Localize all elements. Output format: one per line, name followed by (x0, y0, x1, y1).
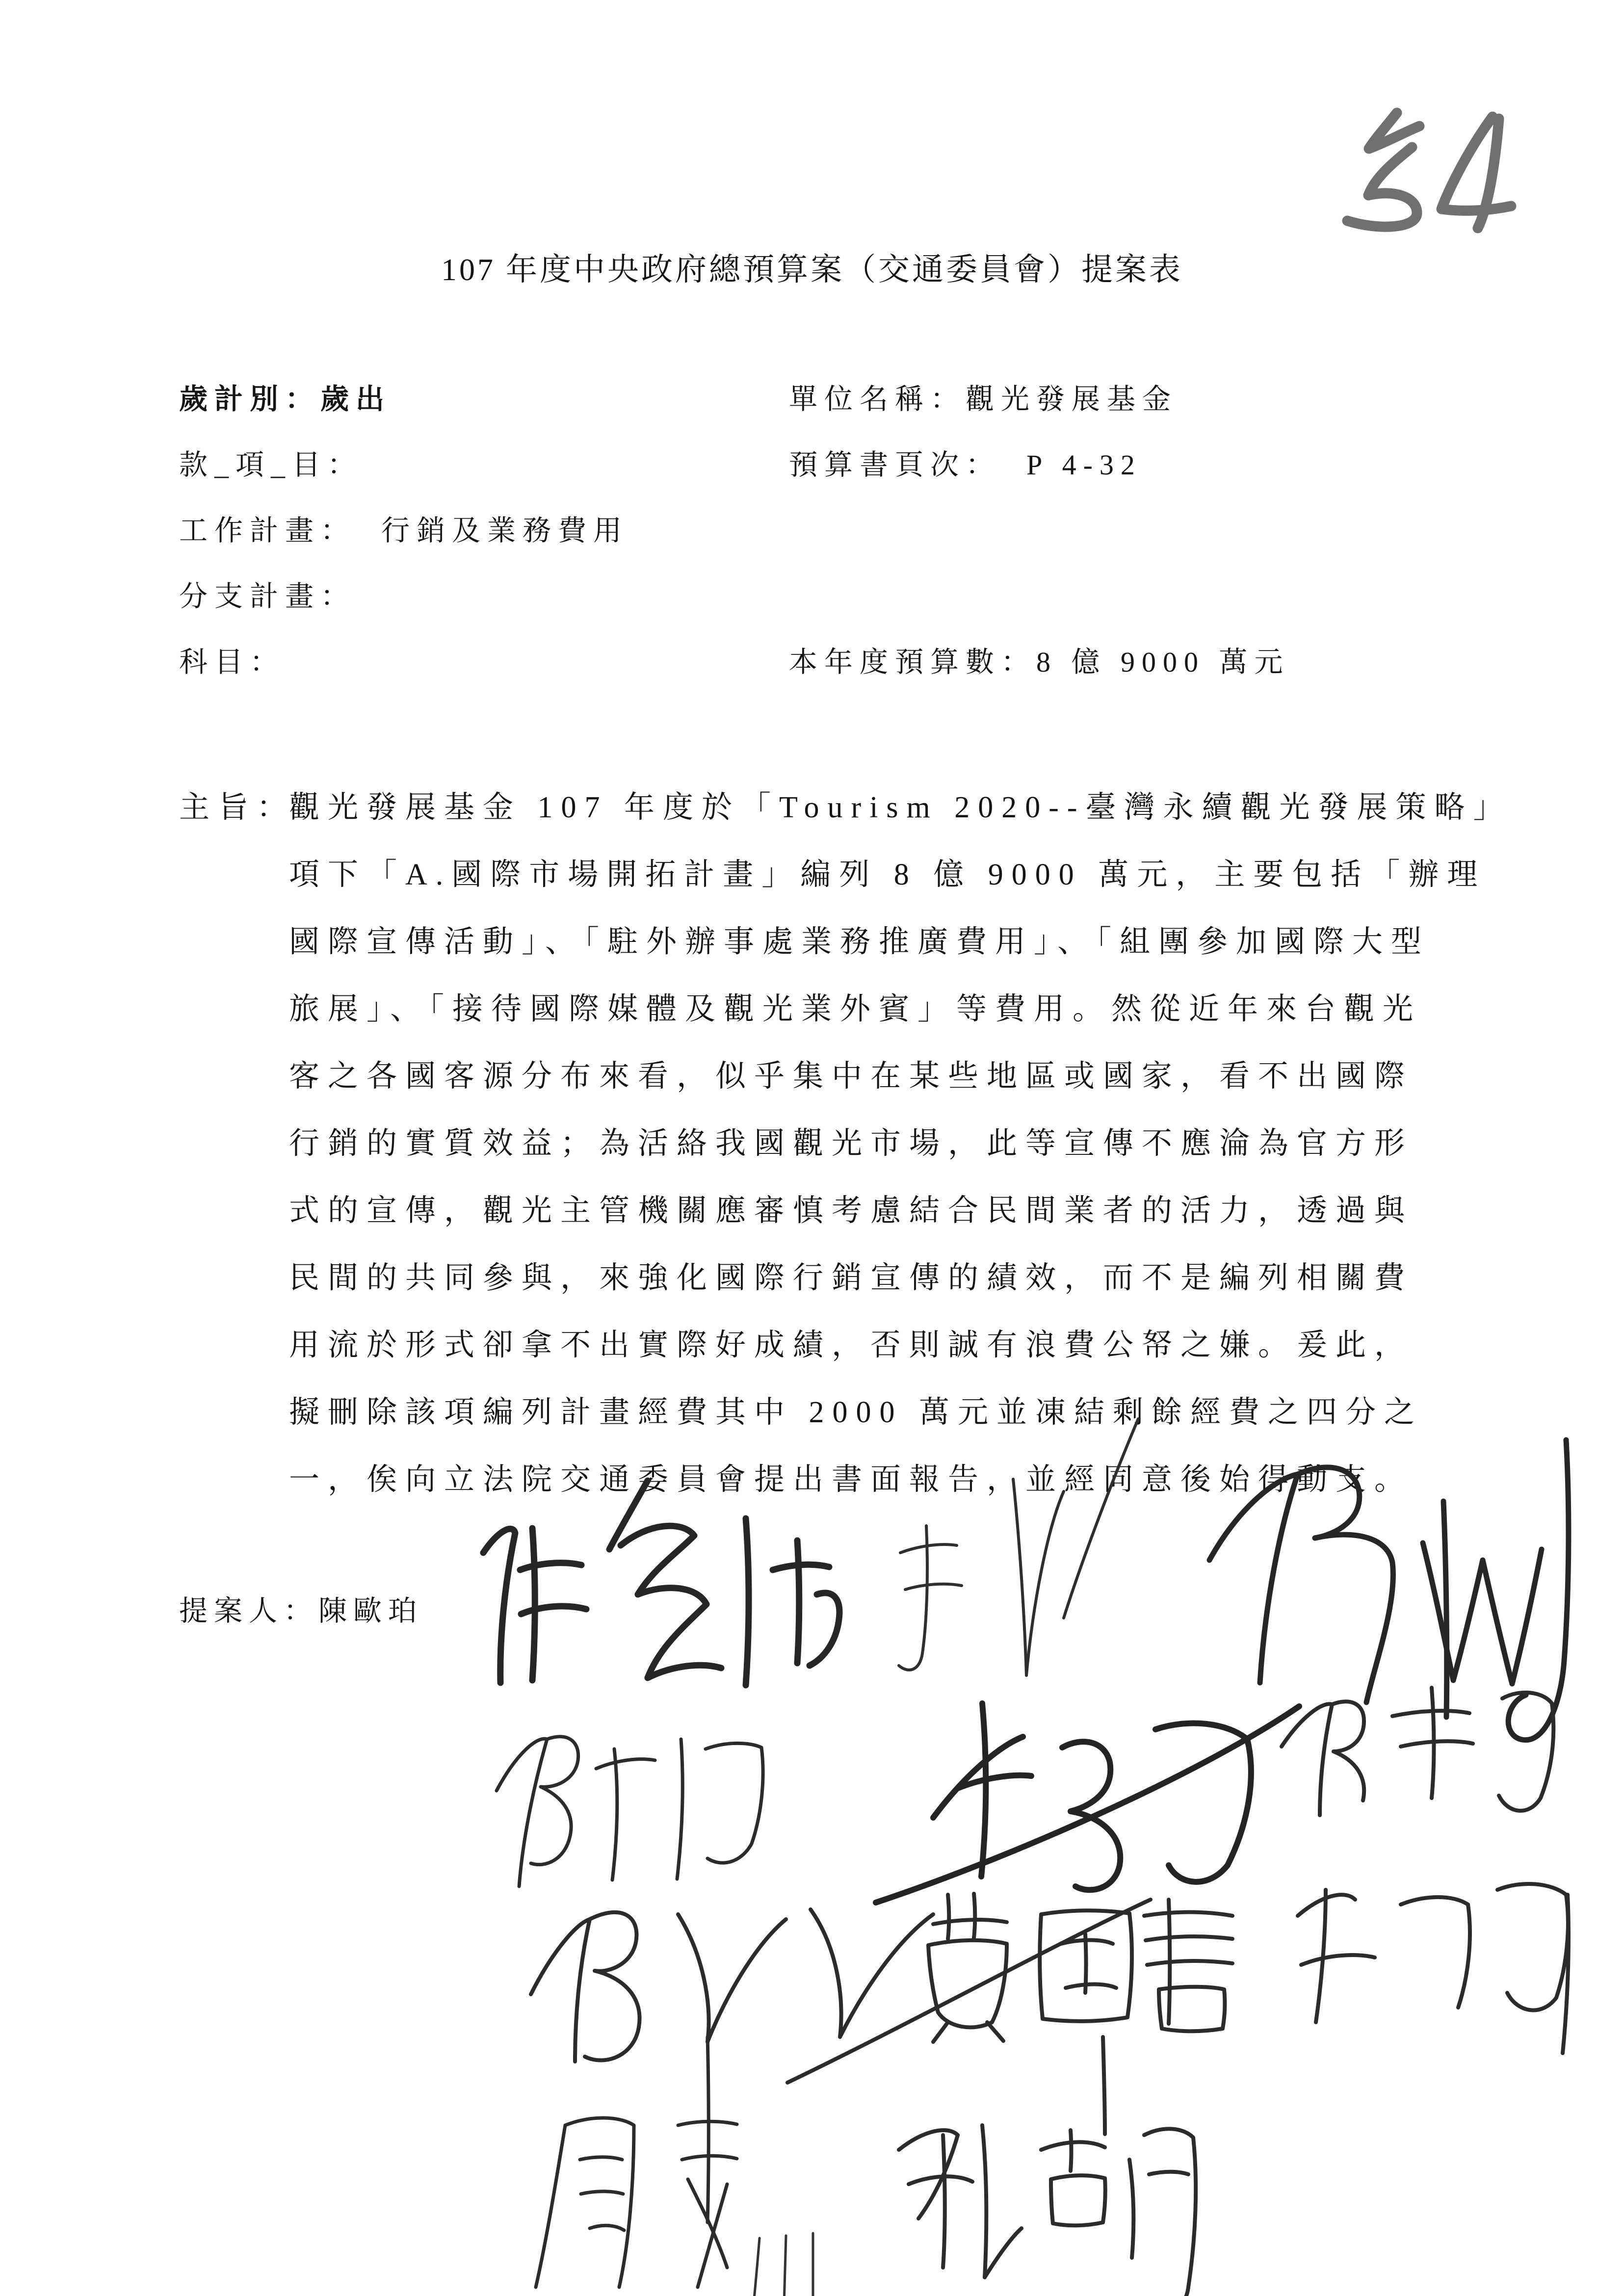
signature-cosigner-3 (497, 1737, 763, 1886)
field-value: 行銷及業務費用 (381, 515, 629, 547)
subject-label: 主旨： (179, 791, 296, 824)
field-label: 科目： (179, 646, 286, 678)
handwritten-page-number (1347, 113, 1511, 228)
signature-cosigner-10 (899, 2037, 1196, 2296)
page-title: 107 年度中央政府總預算案（交通委員會）提案表 (441, 252, 1183, 287)
subject-line: 民間的共同參與，來強化國際行銷宣傳的績效，而不是編列相關費 (289, 1261, 1414, 1295)
subject-line: 用流於形式卻拿不出實際好成績，否則誠有浪費公帑之嫌。爰此， (289, 1329, 1414, 1362)
field-label: 預算書頁次： (789, 449, 1001, 481)
signature-cosigner-1 (899, 1419, 1138, 1675)
signature-tally-marks (752, 2233, 813, 2296)
signature-cosigner-6 (531, 1900, 1151, 2083)
subject-line: 一，俟向立法院交通委員會提出書面報告，並經同意後始得動支。 (289, 1463, 1414, 1496)
signature-cosigner-7 (928, 1894, 1232, 2042)
field-label: 工作計畫： (179, 515, 356, 547)
field-value: P 4-32 (1026, 449, 1142, 481)
subject-line: 觀光發展基金 107 年度於「Tourism 2020--臺灣永續觀光發展策略」 (289, 791, 1512, 824)
signature-proposer (483, 1481, 839, 1685)
subject-line: 擬刪除該項編列計畫經費其中 2000 萬元並凍結剩餘經費之四分之 (289, 1396, 1423, 1429)
proposer-name: 陳歐珀 (318, 1595, 423, 1627)
signature-cosigner-8 (1298, 1884, 1569, 2053)
subject-line: 式的宣傳，觀光主管機關應審慎考慮結合民間業者的活力，透過與 (289, 1194, 1414, 1227)
field-label: 款_項_目： (179, 449, 363, 481)
field-value: 觀光發展基金 (966, 383, 1178, 415)
subject-line: 旅展」、「接待國際媒體及觀光業外賓」等費用。然從近年來台觀光 (289, 992, 1422, 1026)
subject-line: 國際宣傳活動」、「駐外辦事處業務推廣費用」、「組團參加國際大型 (289, 925, 1430, 959)
field-value: 8 億 9000 萬元 (1036, 646, 1290, 678)
subject-line: 客之各國客源分布來看，似乎集中在某些地區或國家，看不出國際 (289, 1060, 1414, 1093)
field-label: 歲計別： (179, 383, 321, 415)
field-label: 單位名稱： (789, 383, 966, 415)
signature-cosigner-9 (536, 2037, 737, 2287)
proposer-label: 提案人： (179, 1595, 319, 1627)
signature-cosigner-4 (876, 1703, 1299, 1903)
field-label: 本年度預算數： (789, 646, 1037, 678)
subject-line: 行銷的實質效益；為活絡我國觀光市場，此等宣傳不應淪為官方形 (289, 1127, 1414, 1160)
field-label: 分支計畫： (179, 580, 356, 612)
field-value: 歲出 (320, 383, 392, 415)
subject-line: 項下「A.國際市場開拓計畫」編列 8 億 9000 萬元，主要包括「辦理 (289, 858, 1486, 891)
